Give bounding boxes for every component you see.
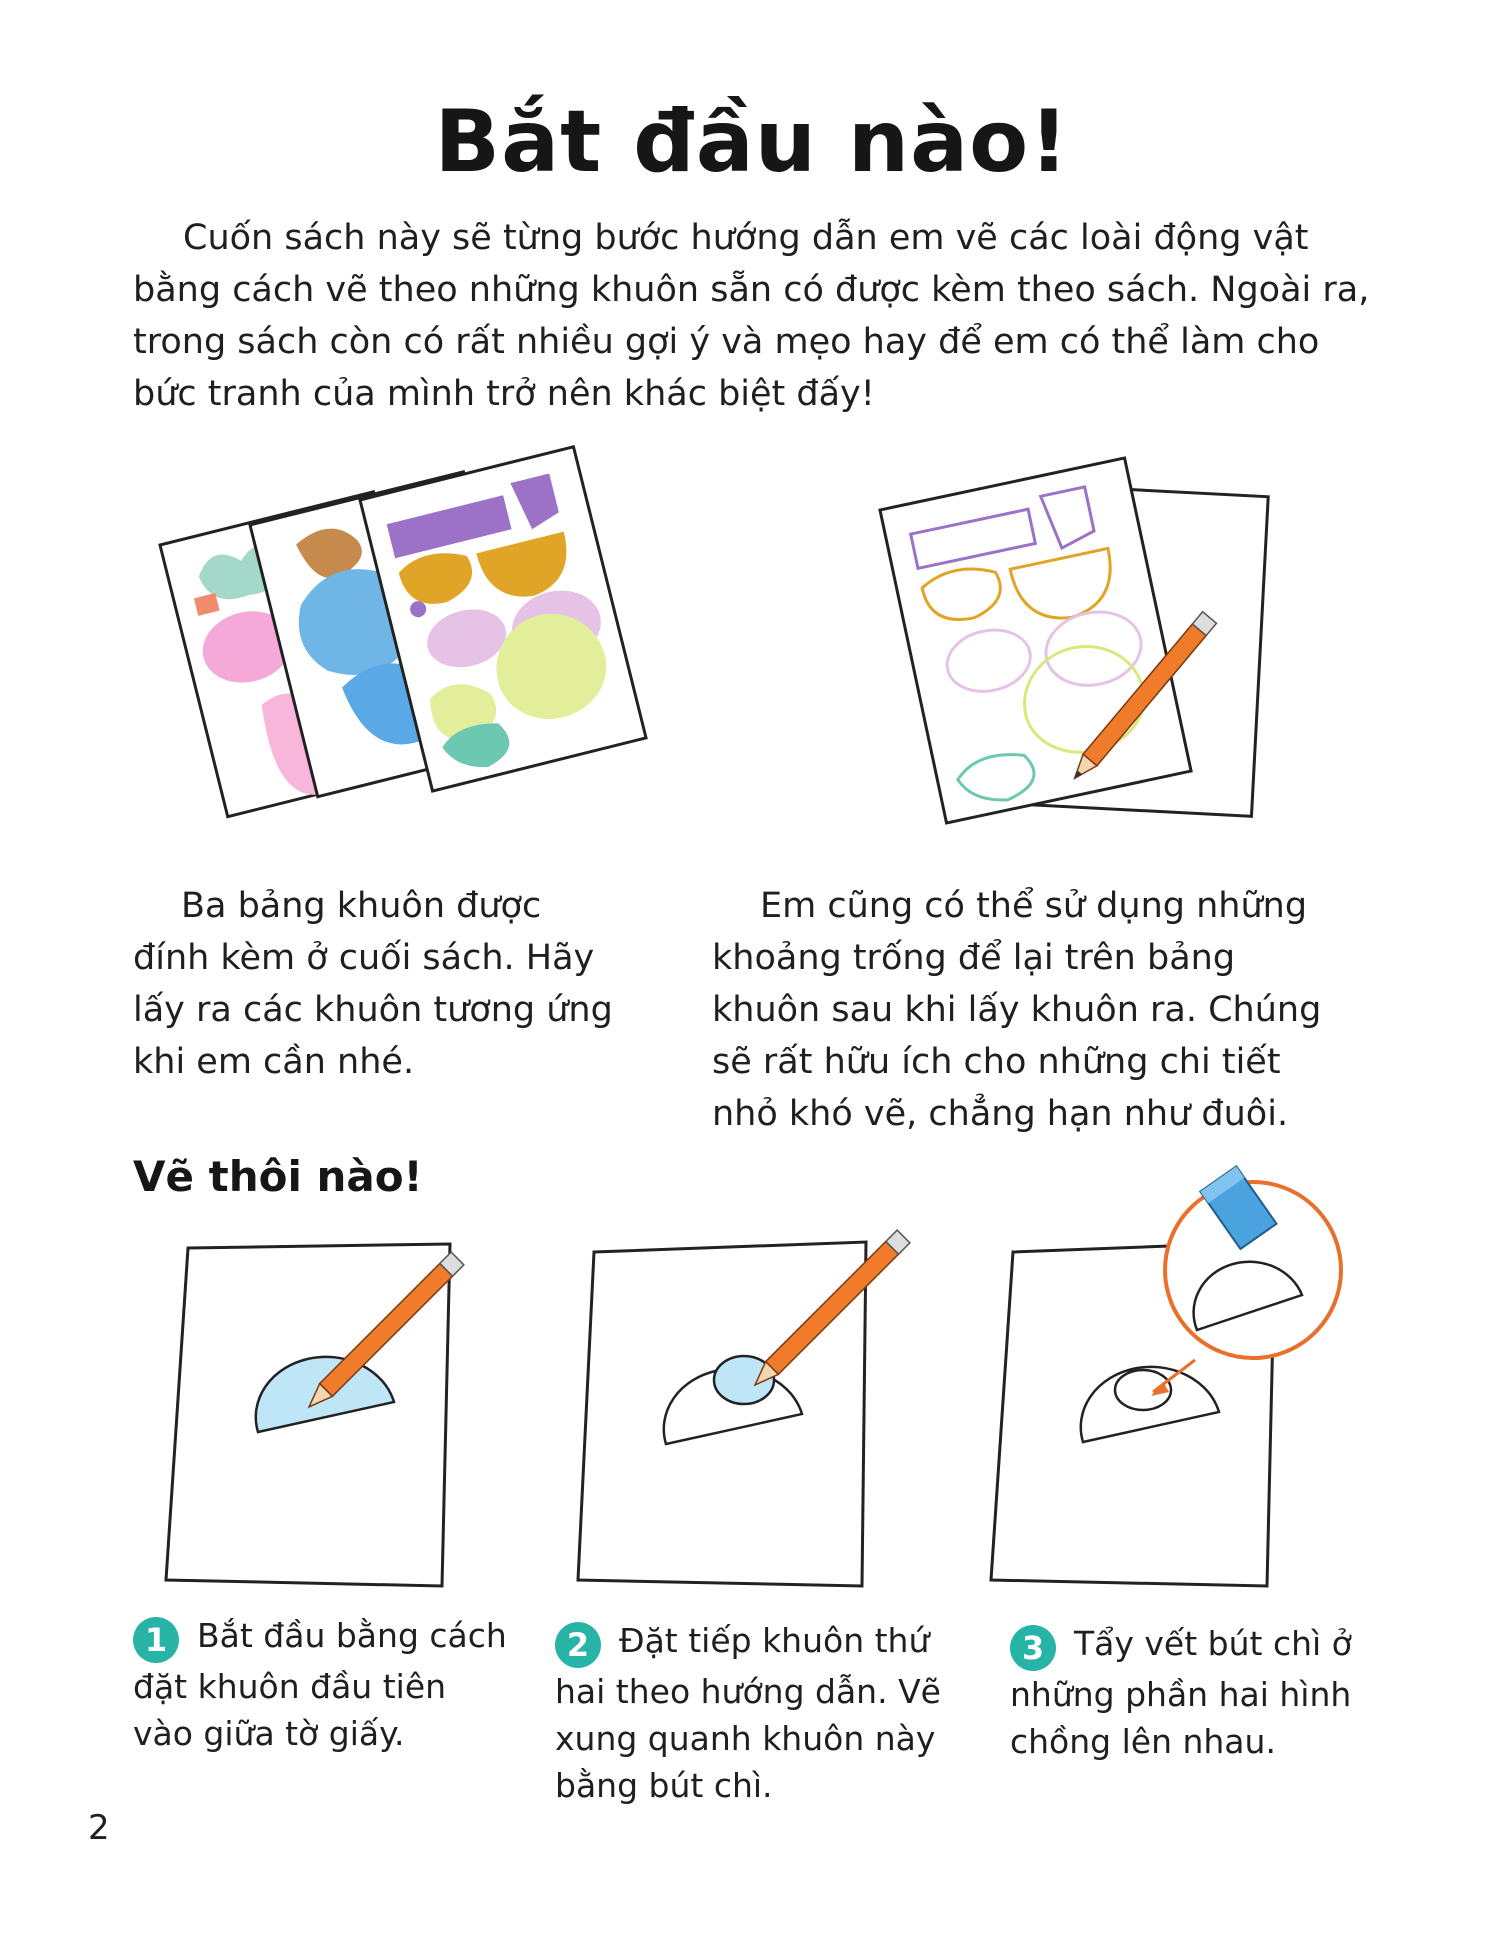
step-3-illustration [985, 1160, 1365, 1600]
step-3-caption [1010, 1620, 1390, 1765]
caption-left: Ba bảng khuôn được đính kèm ở cuối sách. Hãy lấy ra các khuôn tương ứng khi em cần nhé. [133, 886, 613, 1082]
step-1-illustration [160, 1230, 460, 1600]
step-number-badge: 2 [555, 1622, 601, 1668]
page-title: Bắt đầu nào! [434, 92, 1070, 192]
step-number-badge: 3 [1010, 1625, 1056, 1671]
step-text: Tẩy vết bút chì ở những phần hai hình chồng lên nhau. [1010, 1624, 1352, 1761]
page-number: 2 [88, 1808, 110, 1848]
intro-paragraph: Cuốn sách này sẽ từng bước hướng dẫn em vẽ các loài động vật bằng cách vẽ theo những khuôn sẵn có được kèm theo sách. Ngoài ra, trong sách còn có rất nhiều gợi ý và mẹo hay để em có thể làm cho bức tranh của mình trở nên khác biệt đấy! [133, 218, 1370, 414]
step-text: Bắt đầu bằng cách đặt khuôn đầu tiên vào giữa tờ giấy. [133, 1616, 507, 1753]
step-text: Đặt tiếp khuôn thứ hai theo hướng dẫn. Vẽ xung quanh khuôn này bằng bút chì. [555, 1621, 941, 1805]
template-sheets-illustration [150, 455, 690, 875]
sheet-with-pencil-illustration [870, 460, 1270, 880]
step-number-badge: 1 [133, 1617, 179, 1663]
section-heading: Vẽ thôi nào! [133, 1152, 423, 1201]
step-2-caption [555, 1617, 955, 1809]
step-2-illustration [574, 1230, 874, 1600]
step-1-caption [133, 1612, 513, 1757]
caption-right: Em cũng có thể sử dụng những khoảng trống để lại trên bảng khuôn sau khi lấy khuôn ra. Chúng sẽ rất hữu ích cho những chi tiết nhỏ khó vẽ, chẳng hạn như đuôi. [712, 886, 1322, 1134]
